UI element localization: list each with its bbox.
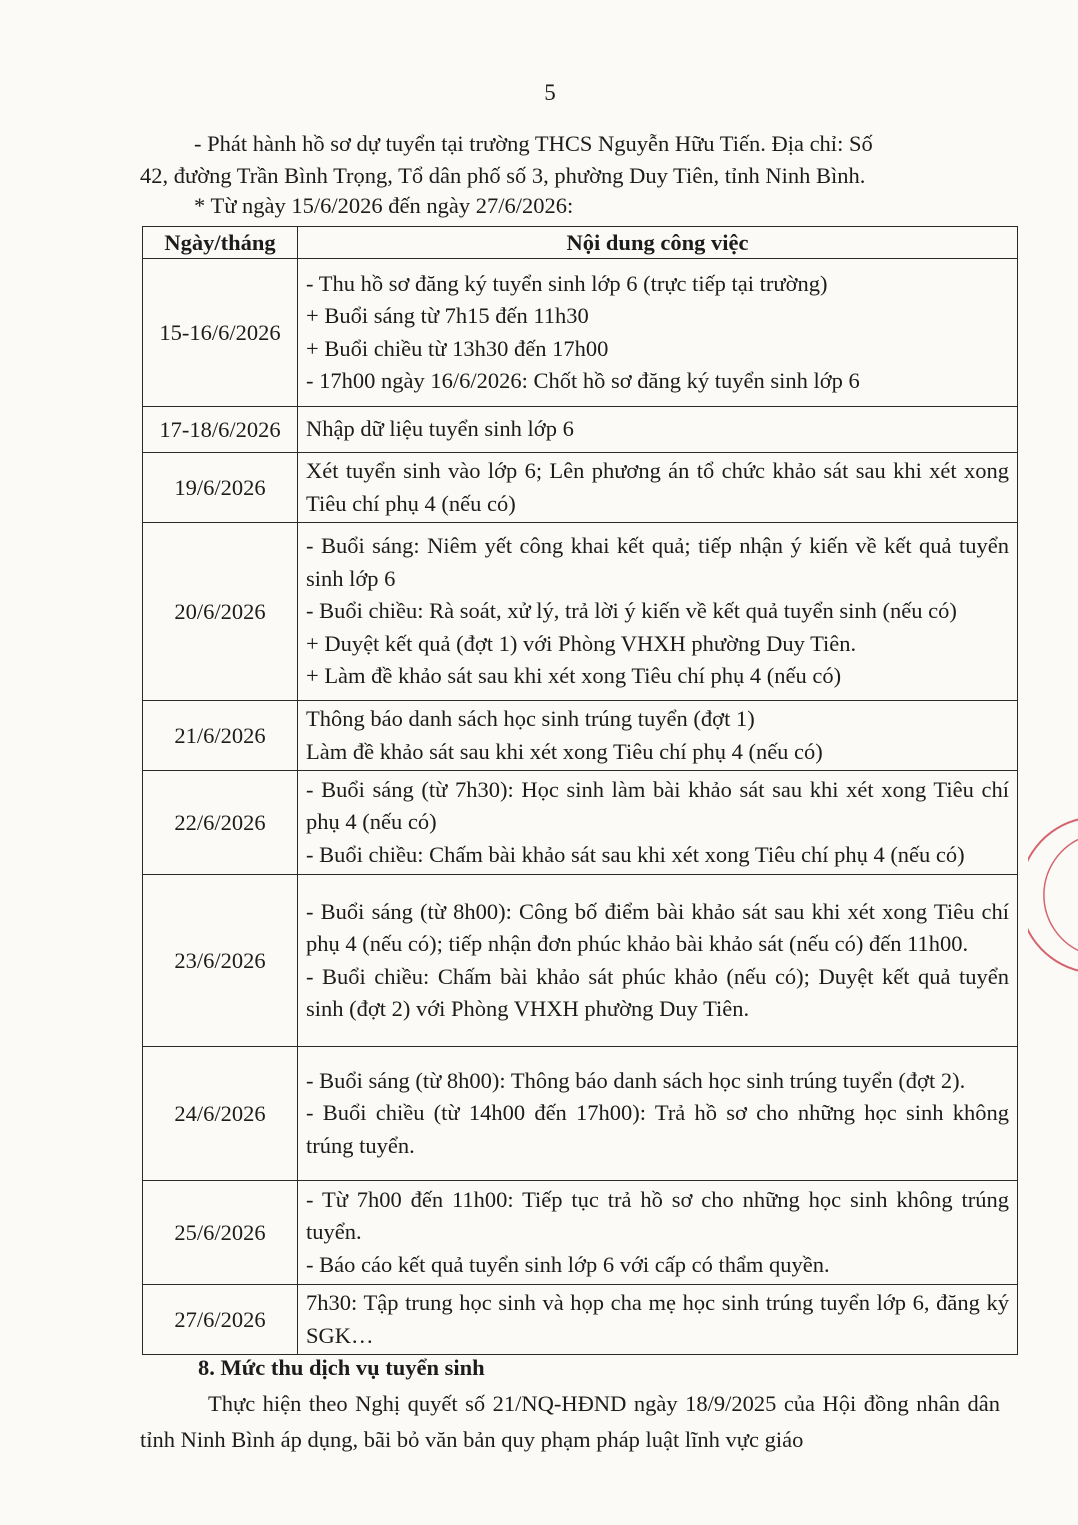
content-line: Nhập dữ liệu tuyển sinh lớp 6 xyxy=(306,416,574,442)
row-content xyxy=(298,523,1018,701)
row-content xyxy=(298,453,1018,523)
table-row xyxy=(143,701,1018,771)
content-line: + Làm đề khảo sát sau khi xét xong Tiêu chí phụ 4 (nếu có) xyxy=(306,663,842,689)
content-line: Xét tuyển sinh vào lớp 6; Lên phương án tổ chức khảo sát sau khi xét xong Tiêu chí phụ 4 (nếu có) xyxy=(306,458,1009,516)
table-row xyxy=(143,771,1018,875)
page-number: 5 xyxy=(544,80,556,105)
seal-arc-inner xyxy=(1044,837,1078,953)
content-line: Thông báo danh sách học sinh trúng tuyển (đợt 1) xyxy=(306,706,755,731)
content-line: - Buổi sáng: Niêm yết công khai kết quả; tiếp nhận ý kiến về kết quả tuyển sinh lớp 6 xyxy=(306,533,1009,591)
row-date: 22/6/2026 xyxy=(143,771,298,875)
row-content xyxy=(298,771,1018,875)
content-line: - Buổi chiều (từ 14h00 đến 17h00): Trả hồ sơ cho những học sinh không trúng tuyển. xyxy=(306,1100,1009,1158)
row-content xyxy=(298,1047,1018,1181)
row-content xyxy=(298,407,1018,453)
date-range: * Từ ngày 15/6/2026 đến ngày 27/6/2026: xyxy=(194,193,574,218)
content-line: Làm đề khảo sát sau khi xét xong Tiêu chí phụ 4 (nếu có) xyxy=(306,738,823,764)
section-text: Thực hiện theo Nghị quyết số 21/NQ-HĐND ngày 18/9/2025 của Hội đồng nhân dân tỉnh Ninh Bình áp dụng, bãi bỏ văn bản quy phạm pháp luật lĩnh vực giáo xyxy=(140,1391,1000,1452)
section-heading: 8. Mức thu dịch vụ tuyển sinh xyxy=(198,1355,485,1380)
content-line: - Báo cáo kết quả tuyển sinh lớp 6 với cấp có thẩm quyền. xyxy=(306,1251,830,1277)
content-line: - Buổi chiều: Chấm bài khảo sát phúc khảo (nếu có); Duyệt kết quả tuyển sinh (đợt 2) với Phòng VHXH phường Duy Tiên. xyxy=(306,963,1009,1021)
table-row xyxy=(143,259,1018,407)
stamp-seal-fragment xyxy=(1028,815,1078,975)
content-line: - Buổi chiều: Rà soát, xử lý, trả lời ý kiến về kết quả tuyển sinh (nếu có) xyxy=(306,598,957,624)
row-content xyxy=(298,1181,1018,1285)
table-row xyxy=(143,1285,1018,1355)
row-date: 15-16/6/2026 xyxy=(143,259,298,407)
row-date: 25/6/2026 xyxy=(143,1181,298,1285)
content-line: + Buổi chiều từ 13h30 đến 17h00 xyxy=(306,335,609,361)
row-content xyxy=(298,875,1018,1047)
content-line: - Buổi sáng (từ 8h00): Thông báo danh sách học sinh trúng tuyển (đợt 2). xyxy=(306,1067,966,1093)
row-date: 20/6/2026 xyxy=(143,523,298,701)
header-date: Ngày/tháng xyxy=(143,227,298,259)
table-row xyxy=(143,1047,1018,1181)
row-content xyxy=(298,701,1018,771)
schedule-table xyxy=(142,226,1018,1355)
content-line: - 17h00 ngày 16/6/2026: Chốt hồ sơ đăng ký tuyển sinh lớp 6 xyxy=(306,368,860,393)
content-line: - Buổi sáng (từ 8h00): Công bố điểm bài khảo sát sau khi xét xong Tiêu chí phụ 4 (nếu có); tiếp nhận đơn phúc khảo bài khảo sát (nếu có) đến 11h00. xyxy=(306,898,1009,956)
content-line: + Duyệt kết quả (đợt 1) với Phòng VHXH phường Duy Tiên. xyxy=(306,630,857,656)
content-line: + Buổi sáng từ 7h15 đến 11h30 xyxy=(306,303,589,328)
row-date: 19/6/2026 xyxy=(143,453,298,523)
seal-arc xyxy=(1028,819,1078,971)
row-content xyxy=(298,259,1018,407)
content-line: - Từ 7h00 đến 11h00: Tiếp tục trả hồ sơ cho những học sinh không trúng tuyển. xyxy=(306,1186,1009,1245)
row-date: 27/6/2026 xyxy=(143,1285,298,1355)
row-date: 23/6/2026 xyxy=(143,875,298,1047)
content-line: - Thu hồ sơ đăng ký tuyển sinh lớp 6 (trực tiếp tại trường) xyxy=(306,270,828,296)
content-line: - Buổi sáng (từ 7h30): Học sinh làm bài khảo sát sau khi xét xong Tiêu chí phụ 4 (nếu có) xyxy=(306,776,1009,835)
table-row xyxy=(143,875,1018,1047)
content-line: 7h30: Tập trung học sinh và họp cha mẹ học sinh trúng tuyển lớp 6, đăng ký SGK… xyxy=(306,1290,1009,1348)
table-row xyxy=(143,453,1018,523)
intro-line-2: 42, đường Trần Bình Trọng, Tổ dân phố số 3, phường Duy Tiên, tỉnh Ninh Bình. xyxy=(140,163,866,188)
intro-paragraph xyxy=(140,128,980,220)
row-date: 17-18/6/2026 xyxy=(143,407,298,453)
table-row xyxy=(143,1181,1018,1285)
table-header-row xyxy=(143,227,1018,259)
header-content: Nội dung công việc xyxy=(298,227,1018,259)
table-row xyxy=(143,407,1018,453)
content-line: - Buổi chiều: Chấm bài khảo sát sau khi xét xong Tiêu chí phụ 4 (nếu có) xyxy=(306,841,965,867)
table-row xyxy=(143,523,1018,701)
row-content xyxy=(298,1285,1018,1355)
intro-line-1: - Phát hành hồ sơ dự tuyển tại trường THCS Nguyễn Hữu Tiến. Địa chỉ: Số xyxy=(194,131,873,156)
section-8 xyxy=(140,1350,1000,1458)
row-date: 21/6/2026 xyxy=(143,701,298,771)
row-date: 24/6/2026 xyxy=(143,1047,298,1181)
